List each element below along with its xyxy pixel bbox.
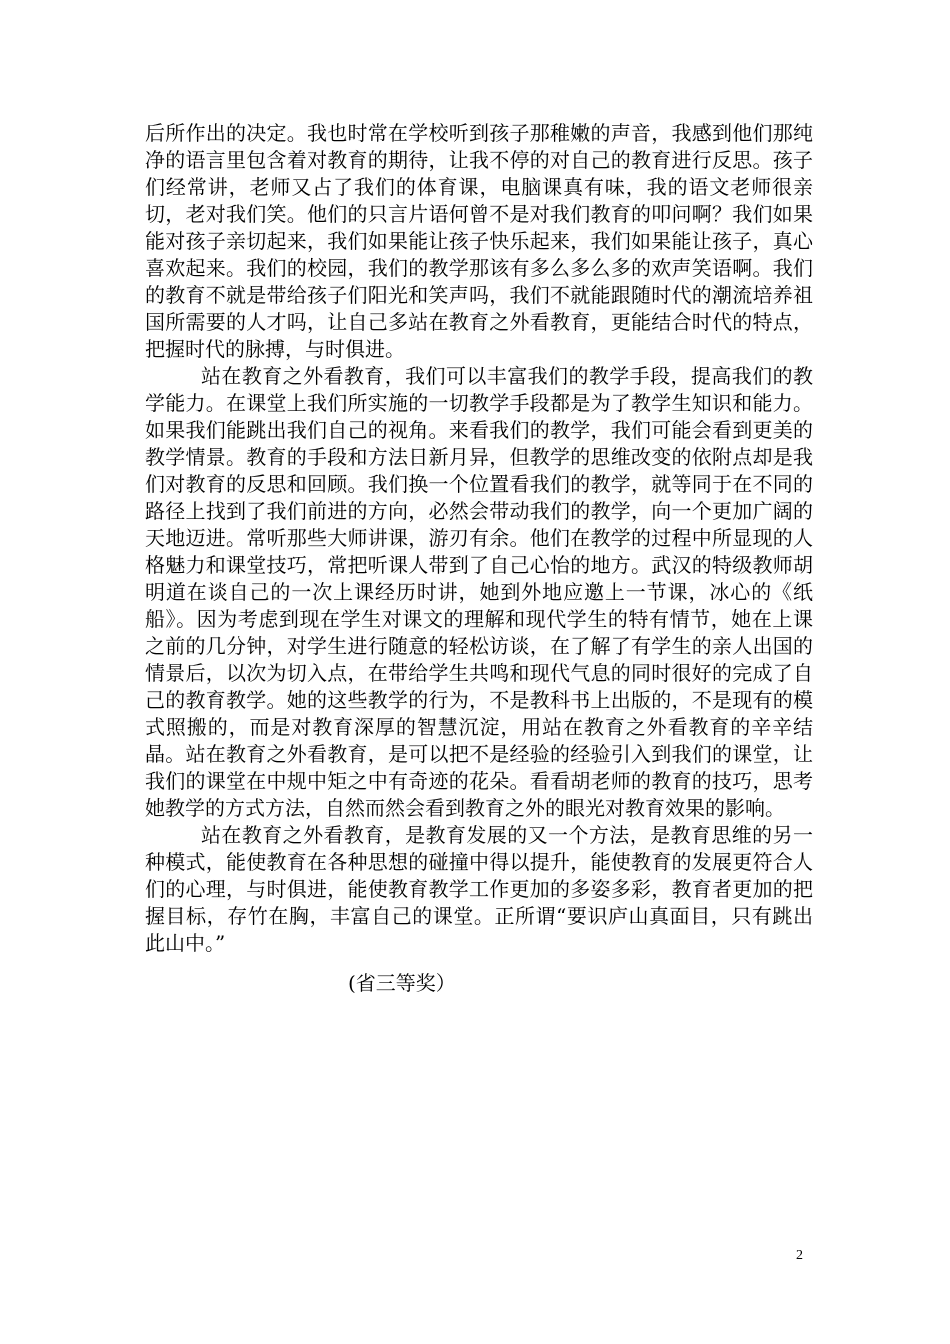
- award-note: (省三等奖）: [348, 971, 456, 995]
- paragraph-1: 后所作出的决定。我也时常在学校听到孩子那稚嫩的声音，我感到他们那纯净的语言里包含着对教育的期待，让我不停的对自己的教育进行反思。孩子们经常讲，老师又占了我们的体育课，电脑课真有味，我的语文老师很亲切，老对我们笑。他们的只言片语何曾不是对我们教育的叩问啊？我们如果能对孩子亲切起来，我们如果能让孩子快乐起来，我们如果能让孩子，真心喜欢起来。我们的校园，我们的教学那该有多么多么多的欢声笑语啊。我们的教育不就是带给孩子们阳光和笑声吗，我们不就能跟随时代的潮流培养祖国所需要的人才吗，让自己多站在教育之外看教育，更能结合时代的特点，把握时代的脉搏，与时俱进。: [145, 121, 813, 361]
- paragraph-3: 站在教育之外看教育，是教育发展的又一个方法，是教育思维的另一种模式，能使教育在各种思想的碰撞中得以提升，能使教育的发展更符合人们的心理，与时俱进，能使教育教学工作更加的多姿多彩，教育者更加的把握目标，存竹在胸，丰富自己的课堂。正所谓“要识庐山真面目，只有跳出此山中。”: [145, 823, 813, 955]
- paragraph-2: 站在教育之外看教育，我们可以丰富我们的教学手段，提高我们的教学能力。在课堂上我们所实施的一切教学手段都是为了教学生知识和能力。如果我们能跳出我们自己的视角。来看我们的教学，我们可能会看到更美的教学情景。教育的手段和方法日新月异，但教学的思维改变的依附点却是我们对教育的反思和回顾。我们换一个位置看我们的教学，就等同于在不同的路径上找到了我们前进的方向，必然会带动我们的教学，向一个更加广阔的天地迈进。常听那些大师讲课，游刃有余。他们在教学的过程中所显现的人格魅力和课堂技巧，常把听课人带到了自己心怡的地方。武汉的特级教师胡明道在谈自己的一次上课经历时讲，她到外地应邀上一节课，冰心的《纸船》。因为考虑到现在学生对课文的理解和现代学生的特有情节，她在上课之前的几分钟，对学生进行随意的轻松访谈，在了解了有学生的亲人出国的情景后，以次为切入点，在带给学生共鸣和现代气息的同时很好的完成了自己的教育教学。她的这些教学的行为，不是教科书上出版的，不是现有的模式照搬的，而是对教育深厚的智慧沉淀，用站在教育之外看教育的辛辛结晶。站在教育之外看教育，是可以把不是经验的经验引入到我们的课堂，让我们的课堂在中规中矩之中有奇迹的花朵。看看胡老师的教育的技巧，思考她教学的方式方法，自然而然会看到教育之外的眼光对教育效果的影响。: [145, 364, 813, 820]
- document-body: [145, 120, 813, 957]
- page-number: 2: [796, 1248, 803, 1263]
